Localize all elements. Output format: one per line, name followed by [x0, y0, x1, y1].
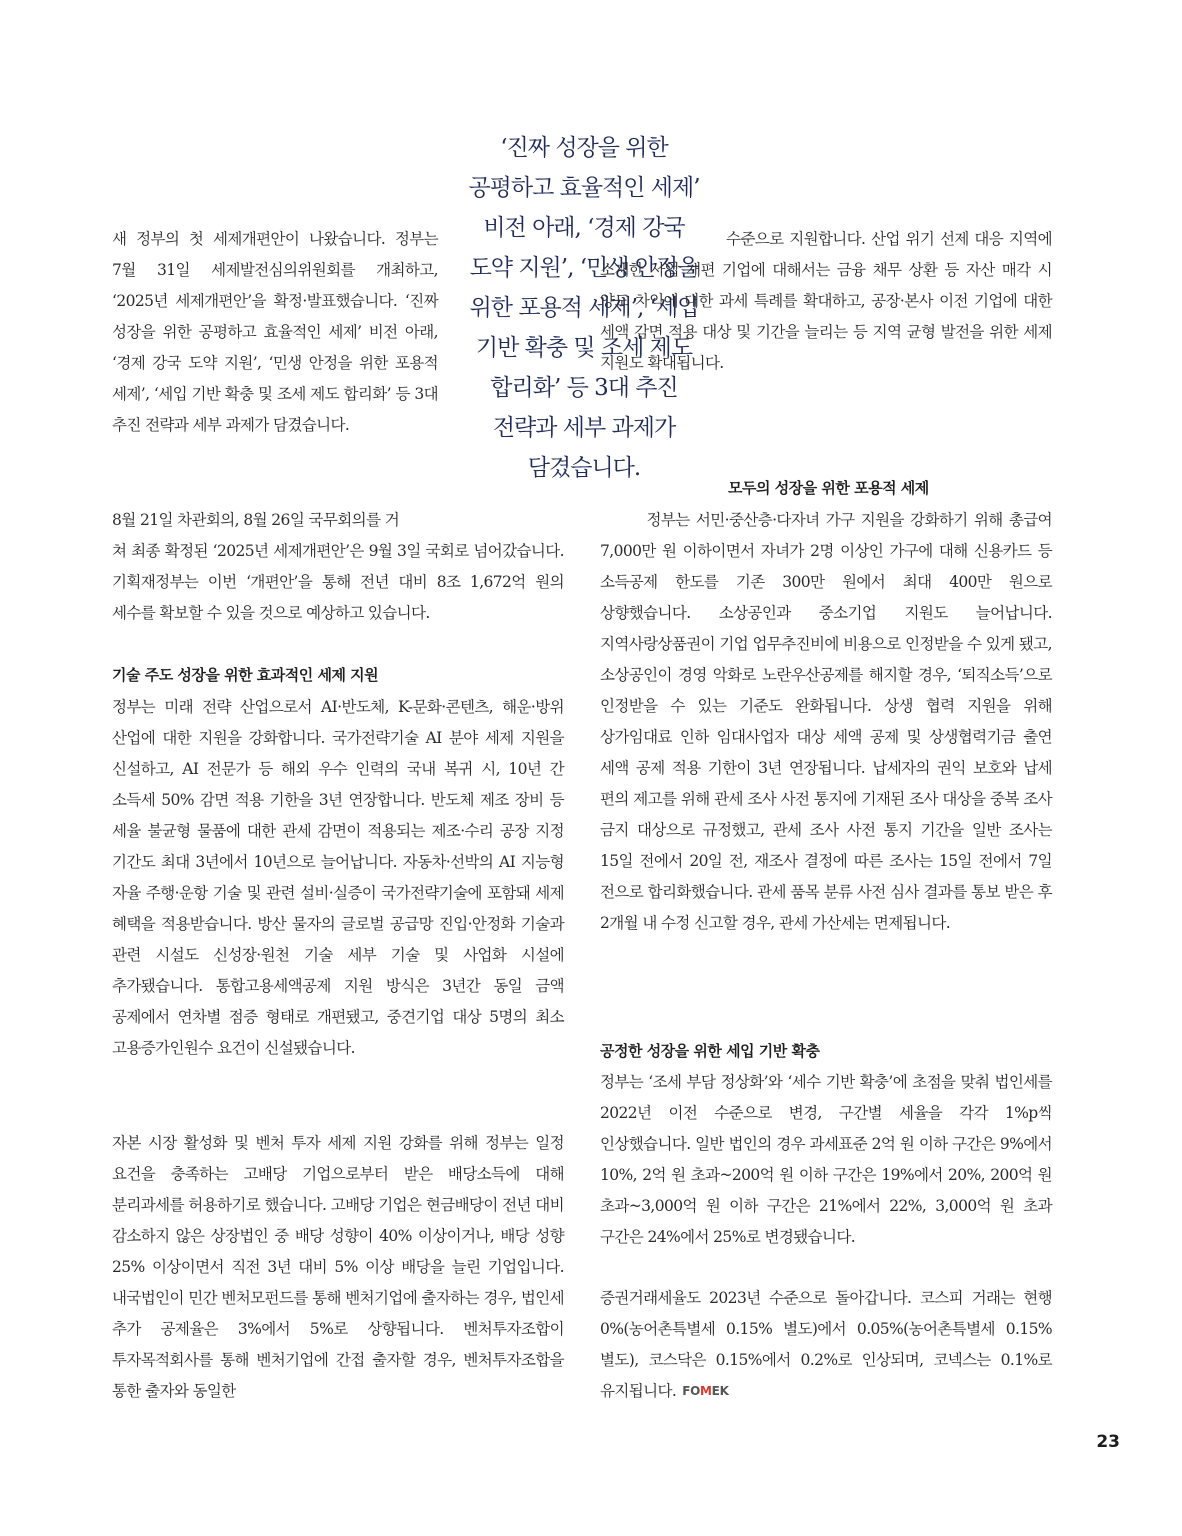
pull-quote-line: 기반 확충 및 조세 제도	[475, 335, 693, 361]
section-heading-inclusive-tax: 모두의 성장을 위한 포용적 세제	[728, 479, 929, 497]
continuation-text: 수준으로 지원합니다. 산업 위기 선제 대응 지역에 소재한 사업 재편 기업에 대해서는 금융 채무 상환 등 자산 매각 시 양도 차익에 대한 과세 특례를 확대하고, 공장·본사 이전 기업에 대한 세액 감면 적용 대상 및 기간을 늘리는 등 지역 균형 발전을 위한 세제 지원도 확대됩니다.	[600, 230, 1052, 372]
pull-quote-line: 합리화’ 등 3대 추진	[490, 375, 678, 401]
pull-quote-line: 전략과 세부 과제가	[492, 415, 676, 441]
fomek-logo-accent: M	[700, 1384, 712, 1398]
pull-quote-line: 도약 지원’, ‘민생 안정을	[469, 255, 699, 281]
pull-quote-line: 위한 포용적 세제’, ‘세입	[469, 295, 699, 321]
section-body-securities-tax	[600, 1283, 1052, 1407]
continuation-paragraph	[600, 224, 1052, 379]
pull-quote-line: ‘진짜 성장을 위한	[500, 135, 668, 161]
section-body-revenue-base: 정부는 ‘조세 부담 정상화’와 ‘세수 기반 확충’에 초점을 맞춰 법인세를 2022년 이전 수준으로 변경, 구간별 세율을 각각 1%p씩 인상했습니다. 일반 법인의 경우 과세표준 2억 원 이하 구간은 9%에서 10%, 2억 원 초과~200억 원 이하 구간은 19%에서 20%, 200억 원 초과~3,000억 원 이하 구간은 21%에서 22%, 3,000억 원 초과 구간은 24%에서 25%로 변경됐습니다.	[600, 1073, 1052, 1246]
section-body-inclusive-tax: 정부는 서민·중산층·다자녀 가구 지원을 강화하기 위해 총급여 7,000만 원 이하이면서 자녀가 2명 이상인 가구에 대해 신용카드 등 소득공제 한도를 기존 300만 원에서 최대 400만 원으로 상향했습니다. 소상공인과 중소기업 지원도 늘어납니다. 지역사랑상품권이 기업 업무추진비에 비용으로 인정받을 수 있게 됐고, 소상공인이 경영 악화로 노란우산공제를 해지할 경우, ‘퇴직소득’으로 인정받을 수 있는 기준도 완화됩니다. 상생 협력 지원을 위해 상가임대료 인하 임대사업자 대상 세액 공제 및 상생협력기금 출연 세액 공제 적용 기한이 3년 연장됩니다. 납세자의 권익 보호와 납세 편의 제고를 위해 관세 조사 사전 통지에 기재된 조사 대상을 중복 조사 금지 대상으로 규정했고, 관세 조사 사전 통지 기간을 일반 조사는 15일 전에서 20일 전, 재조사 결정에 따른 조사는 15일 전에서 7일 전으로 합리화했습니다. 관세 품목 분류 사전 심사 결과를 통보 받은 후 2개월 내 수정 신고할 경우, 관세 가산세는 면제됩니다.	[600, 511, 1052, 932]
schedule-paragraph-lead: 8월 21일 차관회의, 8월 26일 국무회의를 거	[112, 511, 400, 529]
schedule-paragraph: 쳐 최종 확정된 ‘2025년 세제개편안’은 9월 3일 국회로 넘어갔습니다. 기획재정부는 이번 ‘개편안’을 통해 전년 대비 8조 1,672억 원의 세수를 확보할 수 있을 것으로 예상하고 있습니다.	[112, 542, 564, 622]
section-heading-revenue-base: 공정한 성장을 위한 세입 기반 확충	[600, 1042, 820, 1060]
fomek-logo-tail: EK	[711, 1384, 729, 1398]
pull-quote-line: 담겼습니다.	[527, 455, 641, 481]
page-number: 23	[1096, 1432, 1120, 1452]
section-body-tech-growth: 정부는 미래 전략 산업으로서 AI·반도체, K-문화·콘텐츠, 해운·방위 산업에 대한 지원을 강화합니다. 국가전략기술 AI 분야 세제 지원을 신설하고, AI 전문가 등 해외 우수 인력의 국내 복귀 시, 10년 간 소득세 50% 감면 적용 기한을 3년 연장합니다. 반도체 제조 장비 등 세율 불균형 물품에 대한 관세 감면이 적용되는 제조·수리 공장 지정 기간도 최대 3년에서 10년으로 늘어납니다. 자동차·선박의 AI 지능형 자율 주행·운항 기술 및 관련 설비·실증이 국가전략기술에 포함돼 세제 혜택을 적용받습니다. 방산 물자의 글로벌 공급망 진입·안정화 기술과 관련 시설도 신성장·원천 기술 세부 기술 및 사업화 시설에 추가됐습니다. 통합고용세액공제 지원 방식은 3년간 동일 금액 공제에서 연차별 점증 형태로 개편됐고, 중견기업 대상 5명의 최소 고용증가인원수 요건이 신설됐습니다.	[112, 698, 564, 1057]
fomek-logo	[682, 1376, 728, 1407]
section-heading-tech-growth: 기술 주도 성장을 위한 효과적인 세제 지원	[112, 666, 379, 684]
intro-paragraph: 새 정부의 첫 세제개편안이 나왔습니다. 정부는 7월 31일 세제발전심의위원회를 개최하고, ‘2025년 세제개편안’을 확정·발표했습니다. ‘진짜 성장을 위한 공평하고 효율적인 세제’ 비전 아래, ‘경제 강국 도약 지원’, ‘민생 안정을 위한 포용적 세제’, ‘세입 기반 확충 및 조세 제도 합리화’ 등 3대 추진 전략과 세부 과제가 담겼습니다.	[112, 230, 438, 434]
section-body-capital-market: 자본 시장 활성화 및 벤처 투자 세제 지원 강화를 위해 정부는 일정 요건을 충족하는 고배당 기업으로부터 받은 배당소득에 대해 분리과세를 허용하기로 했습니다. 고배당 기업은 현금배당이 전년 대비 감소하지 않은 상장법인 중 배당 성향이 40% 이상이거나, 배당 성향 25% 이상이면서 직전 3년 대비 5% 이상 배당을 늘린 기업입니다. 내국법인이 민간 벤처모펀드를 통해 벤처기업에 출자하는 경우, 법인세 추가 공제율은 3%에서 5%로 상향됩니다. 벤처투자조합이 투자목적회사를 통해 벤처기업에 간접 출자할 경우, 벤처투자조합을 통한 출자와 동일한	[112, 1134, 564, 1400]
pull-quote-line: 비전 아래, ‘경제 강국	[483, 215, 685, 241]
fomek-logo-lead: FO	[682, 1384, 701, 1398]
pull-quote-line: 공평하고 효율적인 세제’	[468, 175, 700, 201]
securities-tax-text: 증권거래세율도 2023년 수준으로 돌아갑니다. 코스피 거래는 현행 0%(농어촌특별세 0.15% 별도)에서 0.05%(농어촌특별세 0.15% 별도), 코스닥은 0.15%에서 0.2%로 인상되며, 코넥스는 0.1%로 유지됩니다.	[600, 1289, 1052, 1400]
